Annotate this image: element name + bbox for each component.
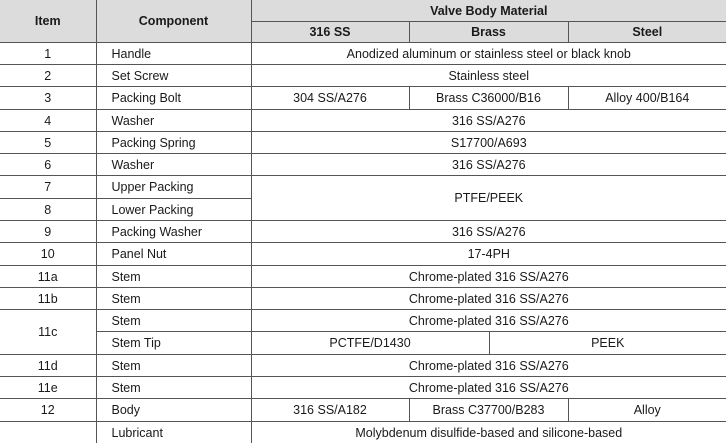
material-group-header: Valve Body Material [251,0,726,22]
component-cell: Stem [96,355,251,377]
component-cell: Set Screw [96,65,251,87]
table-row [0,332,726,355]
material-steel-cell: Alloy 400/B164 [568,87,726,110]
component-cell: Packing Bolt [96,87,251,110]
item-cell: 9 [0,221,96,243]
component-cell: Lubricant [96,422,251,443]
component-cell: Body [96,399,251,422]
component-cell: Washer [96,110,251,132]
material-cell: Chrome-plated 316 SS/A276 [251,266,726,288]
item-cell: 11e [0,377,96,399]
material-steel-cell: Alloy [568,399,726,422]
component-cell: Handle [96,43,251,65]
table-row [0,288,726,310]
material-cell: 17-4PH [251,243,726,266]
table-row [0,132,726,154]
component-cell: Stem Tip [96,332,251,355]
material-cell: 316 SS/A276 [251,221,726,243]
component-cell: Packing Washer [96,221,251,243]
table-row [0,65,726,87]
item-cell: 3 [0,87,96,110]
table-row [0,154,726,176]
material-316ss-header: 316 SS [251,22,409,43]
table-row [0,399,726,422]
material-cell: PTFE/PEEK [251,176,726,221]
item-cell: 11c [0,310,96,355]
material-cell: 316 SS/A276 [251,110,726,132]
component-cell: Upper Packing [96,176,251,199]
component-cell: Stem [96,266,251,288]
table-row [0,176,726,199]
item-header: Item [0,0,96,43]
material-cell: Molybdenum disulfide-based and silicone-based [251,422,726,443]
material-316ss-cell: 304 SS/A276 [251,87,409,110]
item-cell: 1 [0,43,96,65]
item-cell: 2 [0,65,96,87]
table-row [0,310,726,332]
table-row [0,377,726,399]
item-cell: 11b [0,288,96,310]
item-cell: 8 [0,199,96,221]
material-cell: 316 SS/A276 [251,154,726,176]
material-brass-header: Brass [409,22,568,43]
item-cell [0,422,96,443]
item-cell: 10 [0,243,96,266]
material-brass-cell: Brass C36000/B16 [409,87,568,110]
material-cell: Chrome-plated 316 SS/A276 [251,377,726,399]
material-cell: S17700/A693 [251,132,726,154]
item-cell: 11a [0,266,96,288]
table-row [0,243,726,266]
component-cell: Lower Packing [96,199,251,221]
item-cell: 6 [0,154,96,176]
table-row [0,87,726,110]
component-header: Component [96,0,251,43]
material-cell: Chrome-plated 316 SS/A276 [251,355,726,377]
item-cell: 5 [0,132,96,154]
material-cell: Chrome-plated 316 SS/A276 [251,310,726,332]
item-cell: 4 [0,110,96,132]
component-cell: Stem [96,288,251,310]
item-cell: 11d [0,355,96,377]
material-steel-header: Steel [568,22,726,43]
table-row [0,355,726,377]
table-row [0,110,726,132]
component-cell: Packing Spring [96,132,251,154]
table-row [0,422,726,443]
material-brass-cell: Brass C37700/B283 [409,399,568,422]
component-cell: Stem [96,310,251,332]
component-cell: Stem [96,377,251,399]
material-316ss-cell: 316 SS/A182 [251,399,409,422]
table-row [0,43,726,65]
item-cell: 12 [0,399,96,422]
material-cell: Anodized aluminum or stainless steel or black knob [251,43,726,65]
material-cell-left: PCTFE/D1430 [251,332,489,355]
component-cell: Washer [96,154,251,176]
material-cell: Stainless steel [251,65,726,87]
table-row [0,221,726,243]
header-row [0,0,726,22]
item-cell: 7 [0,176,96,199]
material-cell: Chrome-plated 316 SS/A276 [251,288,726,310]
component-cell: Panel Nut [96,243,251,266]
table-row [0,266,726,288]
material-cell-right: PEEK [489,332,726,355]
